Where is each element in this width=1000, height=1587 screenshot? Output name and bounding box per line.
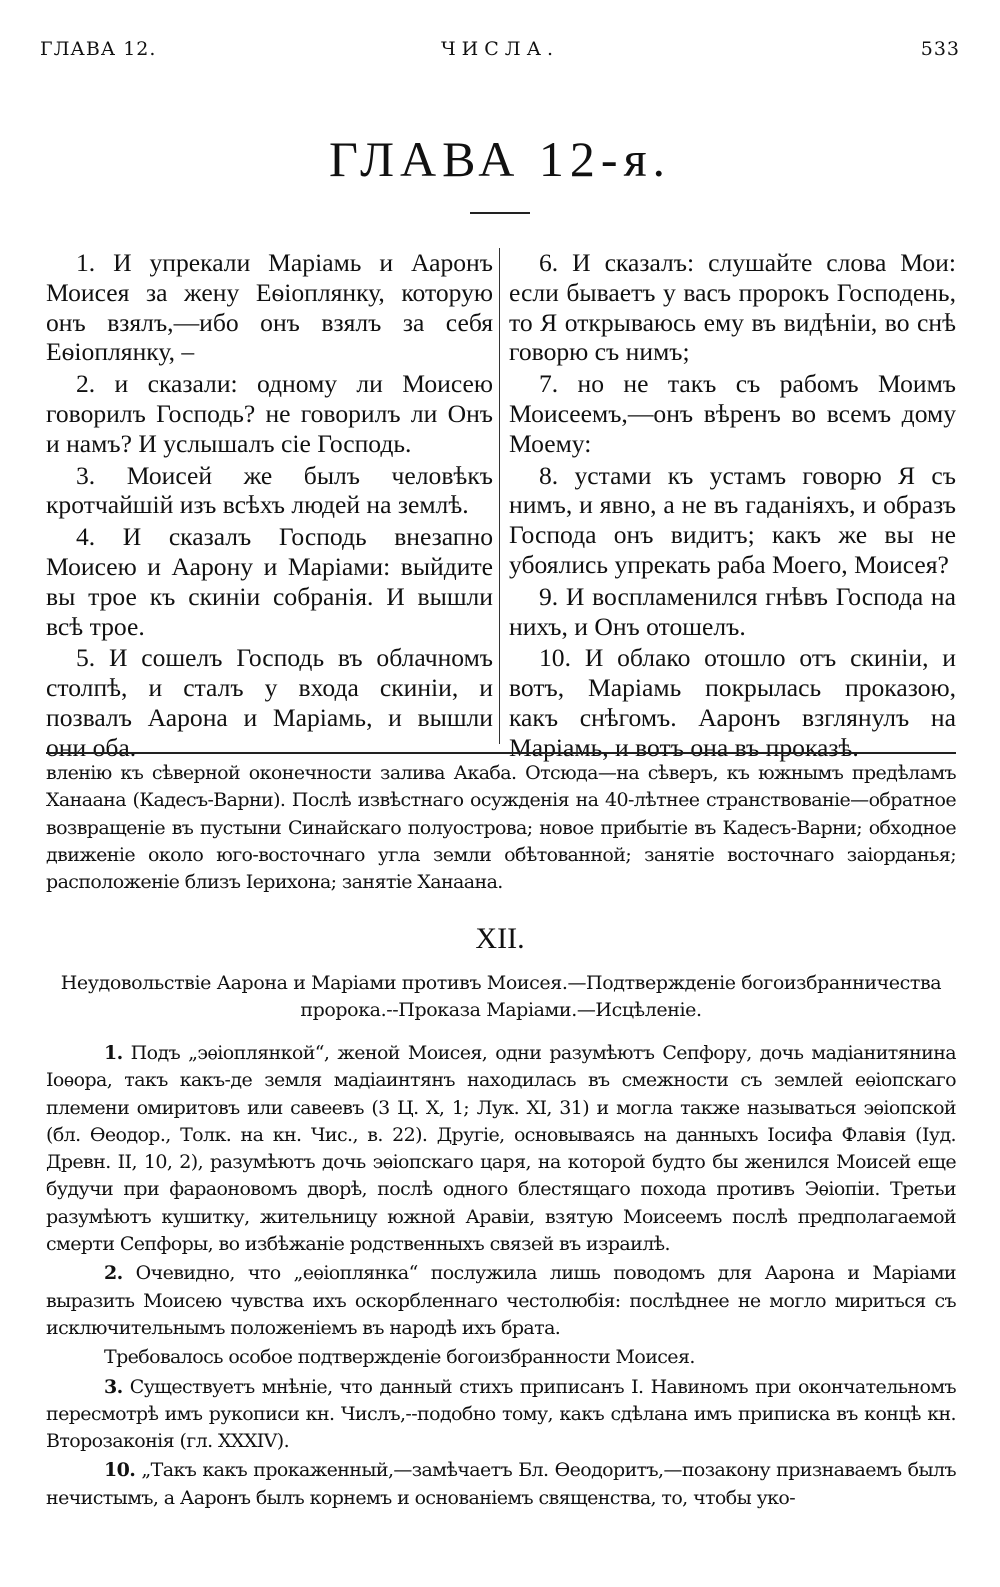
- section-heading: Неудовольствіе Аарона и Маріами противъ Моисея.—Подтвержденіе богоизбранничества пророка.--Проказа Маріами.—Исцѣленіе.: [60, 972, 942, 1021]
- verse: 4. И сказалъ Господь внезапно Моисею и Аарону и Маріами: выйдите вы трое къ скиніи собранія. И вышли всѣ трое.: [46, 522, 493, 641]
- verse: 1. И упрекали Маріамь и Ааронъ Моисея за жену Еѳіоплянку, которую онъ взялъ,—ибо онъ взялъ за себя Еѳіоплянку, –: [46, 248, 493, 367]
- verse: 6. И сказалъ: слушайте слова Мои: если бываетъ у васъ пророкъ Господень, то Я открываюсь ему въ видѣніи, во снѣ говорю съ нимъ;: [509, 248, 956, 367]
- note: [46, 1457, 956, 1512]
- note-text: Очевидно, что „еѳіоплянка“ послужила лишь поводомъ для Аарона и Маріами выразить Моисею чувства ихъ оскорбленнаго честолюбія: послѣднее не могло мириться съ исключительнымъ положеніемъ въ народѣ ихъ брата.: [46, 1262, 956, 1339]
- note-text: Существуетъ мнѣніе, что данный стихъ приписанъ І. Навиномъ при окончательномъ пересмотрѣ имъ рукописи кн. Числъ,--подобно тому, какъ сдѣлана имъ приписка въ концѣ кн. Второзаконія (гл. XXXIV).: [46, 1375, 956, 1453]
- note: [46, 1260, 956, 1342]
- commentary-notes: [46, 1040, 956, 1514]
- note-number: 10.: [104, 1459, 136, 1482]
- header-book: ЧИСЛА.: [440, 38, 560, 60]
- header-chapter: ГЛАВА 12.: [40, 38, 157, 60]
- verse: 7. но не такъ съ рабомъ Моимъ Моисеемъ,—онъ вѣренъ во всемъ дому Моему:: [509, 369, 956, 458]
- note-plain: Требовалось особое подтвержденіе богоизбранности Моисея.: [104, 1346, 695, 1369]
- verse: 10. И облако отошло отъ скиніи, и вотъ, Маріамь покрылась проказою, какъ снѣгомъ. Ааронъ взглянулъ на Маріамь, и вотъ она въ проказѣ.: [509, 643, 956, 762]
- verse: 2. и сказали: одному ли Моисею говорилъ Господь? не говорилъ ли Онъ и намъ? И услышалъ сіе Господь.: [46, 369, 493, 458]
- verse: 3. Моисей же былъ человѣкъ кротчайшій изъ всѣхъ людей на землѣ.: [46, 460, 493, 520]
- verse-column-right: [509, 248, 956, 765]
- note-number: 3.: [104, 1375, 123, 1398]
- note-number: 1.: [104, 1042, 123, 1064]
- verse-column-left: [46, 248, 493, 765]
- commentary-continuation: вленію къ сѣверной оконечности залива Акаба. Отсюда—на сѣверъ, къ южнымъ предѣламъ Ханаана (Кадесъ-Варни). Послѣ извѣстнаго осужденія на 40-лѣтнее странствованіе—обратное возвращеніе въ пустыни Синайскаго полуострова; новое прибытіе въ Кадесъ-Варни; обходное движеніе около юго-восточнаго угла земли обѣтованной; занятіе восточнаго заіорданья; расположеніе близъ Іерихона; занятіе Ханаана.: [46, 762, 956, 894]
- verse: 5. И сошелъ Господь въ облачномъ столпѣ, и сталъ у входа скиніи, и позвалъ Аарона и Маріамь, и вышли они оба.: [46, 643, 493, 762]
- verse: 8. устами къ устамъ говорю Я съ нимъ, и явно, а не въ гаданіяхъ, и образъ Господа онъ видитъ; какъ же вы не убоялись упрекать раба Моего, Моисея?: [509, 460, 956, 579]
- verse-columns: [46, 248, 956, 762]
- note: [46, 1040, 956, 1258]
- page-number: 533: [920, 38, 960, 60]
- section-numeral: XII.: [475, 922, 525, 955]
- chapter-title: ГЛАВА 12-я.: [328, 131, 672, 187]
- running-header: [40, 38, 960, 68]
- note-text: Подъ „эѳіоплянкой“, женой Моисея, одни разумѣютъ Сепфору, дочь мадіанитянина Іоѳора, такъ какъ-де земля мадіаинтянъ находилась въ смежности съ землей еѳіопскаго племени омиритовъ или савеевъ (3 Ц. X, 1; Лук. XI, 31) и могла также называться эѳіопской (бл. Ѳеодор., Толк. на кн. Чис., в. 22). Другіе, основываясь на данныхъ Іосифа Флавія (Iуд. Древн. II, 10, 2), разумѣютъ дочь эѳіопскаго царя, на которой будто бы женился Моисей еще будучи при фараоновомъ дворѣ, послѣ одного блестящаго похода противъ Эѳіопіи. Третьи разумѣютъ кушитку, жительницу южной Аравіи, взятую Моисеемъ послѣ предполагаемой смерти Сепфоры, во избѣжаніе родственныхъ связей въ израилѣ.: [46, 1042, 956, 1256]
- column-divider: [499, 248, 500, 744]
- note-text: „Такъ какъ прокаженный,—замѣчаетъ Бл. Ѳеодоритъ,—позакону признаваемъ былъ нечистымъ, а Ааронъ былъ корнемъ и основаніемъ священства, то, чтобы уко-: [46, 1459, 956, 1509]
- section-rule: [46, 752, 956, 754]
- note-number: 2.: [104, 1262, 123, 1285]
- verse: 9. И воспламенился гнѣвъ Господа на нихъ, и Онъ отошелъ.: [509, 581, 956, 641]
- title-rule: [470, 212, 530, 214]
- note: [46, 1374, 956, 1456]
